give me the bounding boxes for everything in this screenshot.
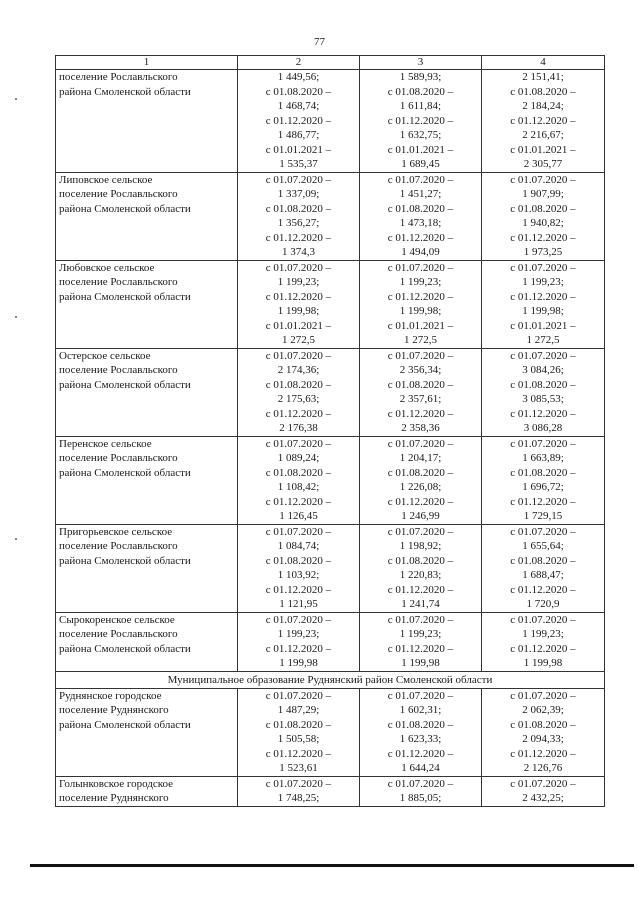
cell-line: с 01.12.2020 – <box>510 407 576 420</box>
cell-line: 1 623,33; <box>399 733 442 745</box>
cell-line: 2 357,61; <box>399 393 442 405</box>
settlement-name-cell <box>56 524 238 612</box>
cell-line: 2 126,76 <box>523 762 563 774</box>
table-row <box>56 348 605 436</box>
bottom-rule <box>30 864 634 867</box>
column-4-cell <box>482 612 605 671</box>
cell-line: с 01.07.2020 – <box>510 349 576 362</box>
cell-line: с 01.12.2020 – <box>265 495 332 508</box>
cell-line: с 01.01.2021 – <box>265 319 332 332</box>
section-title: Муниципальное образование Руднянский район Смоленской области <box>56 671 605 688</box>
cell-line: 2 094,33; <box>522 733 564 745</box>
tariff-table <box>55 55 605 807</box>
cell-line: с 01.07.2020 – <box>510 777 576 790</box>
cell-line: 1 121,95 <box>279 598 318 610</box>
cell-line: 1 602,31; <box>399 704 442 716</box>
cell-line: 1 356,27; <box>277 217 320 229</box>
column-header-1: 1 <box>56 56 238 70</box>
cell-line: 1 973,25 <box>523 246 563 258</box>
cell-line: с 01.08.2020 – <box>510 554 576 567</box>
cell-line: с 01.07.2020 – <box>387 261 454 274</box>
cell-line: с 01.12.2020 – <box>510 495 576 508</box>
column-4-cell <box>482 260 605 348</box>
column-2-cell <box>238 348 360 436</box>
cell-line: с 01.07.2020 – <box>387 437 454 450</box>
cell-line: 2 062,39; <box>522 704 564 716</box>
cell-line: 1 199,23; <box>399 276 442 288</box>
column-2-cell <box>238 436 360 524</box>
cell-line: 1 688,47; <box>522 569 564 581</box>
table-row <box>56 612 605 671</box>
cell-line: поселение Рославльского <box>59 628 178 640</box>
column-3-cell <box>360 776 482 806</box>
settlement-name-cell <box>56 688 238 776</box>
cell-line: 1 199,23; <box>522 276 564 288</box>
column-3-cell <box>360 260 482 348</box>
cell-line: 1 907,99; <box>522 188 564 200</box>
table-row <box>56 260 605 348</box>
cell-line: с 01.08.2020 – <box>387 378 454 391</box>
column-3-cell <box>360 348 482 436</box>
cell-line: Остерское сельское <box>59 349 151 362</box>
cell-line: с 01.07.2020 – <box>387 525 454 538</box>
cell-line: 2 151,41; <box>522 71 564 83</box>
cell-line: 1 487,29; <box>277 704 320 716</box>
cell-line: 1 885,05; <box>399 792 442 804</box>
cell-line: с 01.12.2020 – <box>387 747 454 760</box>
cell-line: 1 468,74; <box>277 100 320 112</box>
cell-line: 1 241,74 <box>401 598 440 610</box>
cell-line: поселение Рославльского <box>59 276 178 288</box>
cell-line: 1 748,25; <box>277 792 320 804</box>
cell-line: поселение Рославльского <box>59 540 178 552</box>
cell-line: с 01.01.2021 – <box>387 143 454 156</box>
cell-line: 1 940,82; <box>522 217 564 229</box>
cell-line: 2 175,63; <box>277 393 320 405</box>
cell-line: с 01.07.2020 – <box>510 525 576 538</box>
cell-line: с 01.07.2020 – <box>387 689 454 702</box>
cell-line: поселение Рославльского <box>59 364 178 376</box>
cell-line: 1 220,83; <box>399 569 442 581</box>
cell-line: 1 449,56; <box>277 71 320 83</box>
column-3-cell <box>360 172 482 260</box>
cell-line: с 01.08.2020 – <box>265 554 332 567</box>
cell-line: 2 356,34; <box>399 364 442 376</box>
cell-line: 3 086,28 <box>523 422 563 434</box>
cell-line: с 01.08.2020 – <box>510 85 576 98</box>
table-row <box>56 688 605 776</box>
cell-line: 1 246,99 <box>401 510 440 522</box>
cell-line: с 01.12.2020 – <box>510 583 576 596</box>
cell-line: с 01.08.2020 – <box>265 378 332 391</box>
table-row <box>56 776 605 806</box>
cell-line: с 01.01.2021 – <box>510 143 576 156</box>
column-4-cell <box>482 348 605 436</box>
column-2-cell <box>238 688 360 776</box>
cell-line: 1 199,23; <box>277 628 320 640</box>
cell-line: района Смоленской области <box>59 466 191 479</box>
column-4-cell <box>482 172 605 260</box>
column-4-cell <box>482 524 605 612</box>
cell-line: 1 494,09 <box>401 246 440 258</box>
cell-line: 1 272,5 <box>404 334 437 346</box>
cell-line: 1 199,98 <box>523 657 563 669</box>
cell-line: 1 486,77; <box>277 129 320 141</box>
cell-line: 2 176,38 <box>279 422 318 434</box>
cell-line: 1 535,37 <box>279 158 318 170</box>
cell-line: с 01.07.2020 – <box>265 261 332 274</box>
scan-mark <box>15 538 17 540</box>
settlement-name-cell <box>56 70 238 173</box>
cell-line: с 01.01.2021 – <box>387 319 454 332</box>
section-row <box>56 671 605 688</box>
column-3-cell <box>360 688 482 776</box>
column-2-cell <box>238 172 360 260</box>
cell-line: района Смоленской области <box>59 718 191 731</box>
column-4-cell <box>482 776 605 806</box>
settlement-name-cell <box>56 172 238 260</box>
cell-line: с 01.08.2020 – <box>387 202 454 215</box>
cell-line: Сырокоренское сельское <box>59 613 175 626</box>
cell-line: с 01.12.2020 – <box>387 642 454 655</box>
column-header-4: 4 <box>482 56 605 70</box>
cell-line: 1 272,5 <box>282 334 315 346</box>
cell-line: с 01.07.2020 – <box>265 525 332 538</box>
cell-line: 1 589,93; <box>399 71 442 83</box>
column-3-cell <box>360 612 482 671</box>
cell-line: 1 199,23; <box>277 276 320 288</box>
cell-line: с 01.12.2020 – <box>510 290 576 303</box>
cell-line: поселение Рославльского <box>59 71 178 83</box>
column-3-cell <box>360 70 482 173</box>
cell-line: 1 089,24; <box>277 452 320 464</box>
cell-line: с 01.08.2020 – <box>510 202 576 215</box>
table-row <box>56 436 605 524</box>
cell-line: 1 199,98; <box>277 305 320 317</box>
cell-line: 1 199,98 <box>279 657 318 669</box>
column-2-cell <box>238 776 360 806</box>
cell-line: района Смоленской области <box>59 290 191 303</box>
cell-line: 1 103,92; <box>277 569 320 581</box>
cell-line: с 01.08.2020 – <box>510 466 576 479</box>
column-2-cell <box>238 70 360 173</box>
cell-line: поселение Руднянского <box>59 792 169 804</box>
cell-line: с 01.08.2020 – <box>265 718 332 731</box>
cell-line: 2 216,67; <box>522 129 564 141</box>
cell-line: с 01.07.2020 – <box>265 437 332 450</box>
settlement-name-cell <box>56 348 238 436</box>
cell-line: Липовское сельское <box>59 173 153 186</box>
cell-line: 1 655,64; <box>522 540 564 552</box>
cell-line: Руднянское городское <box>59 689 162 702</box>
cell-line: 1 337,09; <box>277 188 320 200</box>
cell-line: Перенское сельское <box>59 437 152 450</box>
cell-line: 1 523,61 <box>279 762 318 774</box>
cell-line: 2 432,25; <box>522 792 564 804</box>
cell-line: района Смоленской области <box>59 378 191 391</box>
table-header-row <box>56 56 605 70</box>
cell-line: Пригорьевское сельское <box>59 525 173 538</box>
table-row <box>56 70 605 173</box>
cell-line: с 01.08.2020 – <box>510 718 576 731</box>
cell-line: 1 611,84; <box>399 100 442 112</box>
cell-line: с 01.08.2020 – <box>265 202 332 215</box>
table-row <box>56 524 605 612</box>
cell-line: 1 199,98 <box>401 657 440 669</box>
cell-line: 1 199,98; <box>522 305 564 317</box>
cell-line: района Смоленской области <box>59 554 191 567</box>
cell-line: 1 473,18; <box>399 217 442 229</box>
cell-line: поселение Рославльского <box>59 188 178 200</box>
cell-line: с 01.12.2020 – <box>387 407 454 420</box>
cell-line: с 01.07.2020 – <box>265 613 332 626</box>
cell-line: с 01.12.2020 – <box>265 114 332 127</box>
cell-line: с 01.08.2020 – <box>387 554 454 567</box>
settlement-name-cell <box>56 260 238 348</box>
cell-line: с 01.12.2020 – <box>387 231 454 244</box>
cell-line: 1 108,42; <box>277 481 320 493</box>
cell-line: 2 184,24; <box>522 100 564 112</box>
cell-line: с 01.07.2020 – <box>510 689 576 702</box>
cell-line: с 01.12.2020 – <box>510 114 576 127</box>
settlement-name-cell <box>56 436 238 524</box>
cell-line: с 01.07.2020 – <box>387 173 454 186</box>
cell-line: 1 505,58; <box>277 733 320 745</box>
cell-line: 1 226,08; <box>399 481 442 493</box>
column-3-cell <box>360 524 482 612</box>
cell-line: 2 174,36; <box>277 364 320 376</box>
column-4-cell <box>482 436 605 524</box>
cell-line: с 01.08.2020 – <box>265 466 332 479</box>
cell-line: 1 374,3 <box>282 246 315 258</box>
cell-line: с 01.08.2020 – <box>387 718 454 731</box>
table-body <box>56 70 605 807</box>
cell-line: 1 720,9 <box>526 598 560 610</box>
cell-line: с 01.12.2020 – <box>265 407 332 420</box>
cell-line: района Смоленской области <box>59 202 191 215</box>
page-number: 77 <box>314 36 325 48</box>
cell-line: с 01.01.2021 – <box>510 319 576 332</box>
cell-line: с 01.07.2020 – <box>265 777 332 790</box>
cell-line: с 01.12.2020 – <box>265 290 332 303</box>
cell-line: 1 451,27; <box>399 188 442 200</box>
cell-line: поселение Рославльского <box>59 452 178 464</box>
cell-line: с 01.07.2020 – <box>265 173 332 186</box>
cell-line: с 01.12.2020 – <box>265 231 332 244</box>
cell-line: района Смоленской области <box>59 85 191 98</box>
cell-line: 1 632,75; <box>399 129 442 141</box>
cell-line: 1 199,23; <box>522 628 564 640</box>
column-header-2: 2 <box>238 56 360 70</box>
cell-line: с 01.12.2020 – <box>387 114 454 127</box>
cell-line: с 01.07.2020 – <box>510 261 576 274</box>
cell-line: с 01.12.2020 – <box>510 231 576 244</box>
cell-line: с 01.12.2020 – <box>510 642 576 655</box>
cell-line: поселение Руднянского <box>59 704 169 716</box>
cell-line: 1 644,24 <box>401 762 440 774</box>
scan-mark <box>15 98 17 100</box>
cell-line: с 01.07.2020 – <box>510 173 576 186</box>
cell-line: 1 689,45 <box>401 158 440 170</box>
cell-line: с 01.12.2020 – <box>265 642 332 655</box>
cell-line: 2 358,36 <box>401 422 440 434</box>
cell-line: с 01.12.2020 – <box>387 290 454 303</box>
cell-line: 1 198,92; <box>399 540 442 552</box>
cell-line: 1 663,89; <box>522 452 564 464</box>
cell-line: с 01.08.2020 – <box>387 466 454 479</box>
cell-line: с 01.12.2020 – <box>387 495 454 508</box>
cell-line: 2 305,77 <box>523 158 563 170</box>
cell-line: с 01.07.2020 – <box>265 689 332 702</box>
column-3-cell <box>360 436 482 524</box>
cell-line: 3 085,53; <box>522 393 564 405</box>
cell-line: с 01.07.2020 – <box>387 613 454 626</box>
cell-line: с 01.12.2020 – <box>510 747 576 760</box>
column-2-cell <box>238 612 360 671</box>
cell-line: с 01.01.2021 – <box>265 143 332 156</box>
cell-line: Любовское сельское <box>59 261 155 274</box>
column-2-cell <box>238 260 360 348</box>
cell-line: с 01.08.2020 – <box>510 378 576 391</box>
cell-line: с 01.12.2020 – <box>265 747 332 760</box>
cell-line: Голынковское городское <box>59 777 174 790</box>
table-row <box>56 172 605 260</box>
cell-line: 1 126,45 <box>279 510 318 522</box>
column-header-3: 3 <box>360 56 482 70</box>
cell-line: с 01.07.2020 – <box>387 349 454 362</box>
cell-line: с 01.12.2020 – <box>387 583 454 596</box>
cell-line: 1 199,23; <box>399 628 442 640</box>
cell-line: 1 272,5 <box>526 334 560 346</box>
cell-line: 1 696,72; <box>522 481 564 493</box>
cell-line: 1 729,15 <box>523 510 563 522</box>
scan-mark <box>15 316 17 318</box>
column-2-cell <box>238 524 360 612</box>
cell-line: с 01.12.2020 – <box>265 583 332 596</box>
cell-line: 1 084,74; <box>277 540 320 552</box>
cell-line: с 01.07.2020 – <box>387 777 454 790</box>
column-4-cell <box>482 70 605 173</box>
cell-line: 1 199,98; <box>399 305 442 317</box>
cell-line: с 01.08.2020 – <box>265 85 332 98</box>
cell-line: с 01.07.2020 – <box>510 613 576 626</box>
settlement-name-cell <box>56 776 238 806</box>
cell-line: района Смоленской области <box>59 642 191 655</box>
settlement-name-cell <box>56 612 238 671</box>
cell-line: с 01.07.2020 – <box>265 349 332 362</box>
cell-line: 3 084,26; <box>522 364 564 376</box>
cell-line: с 01.07.2020 – <box>510 437 576 450</box>
cell-line: 1 204,17; <box>399 452 442 464</box>
column-4-cell <box>482 688 605 776</box>
cell-line: с 01.08.2020 – <box>387 85 454 98</box>
